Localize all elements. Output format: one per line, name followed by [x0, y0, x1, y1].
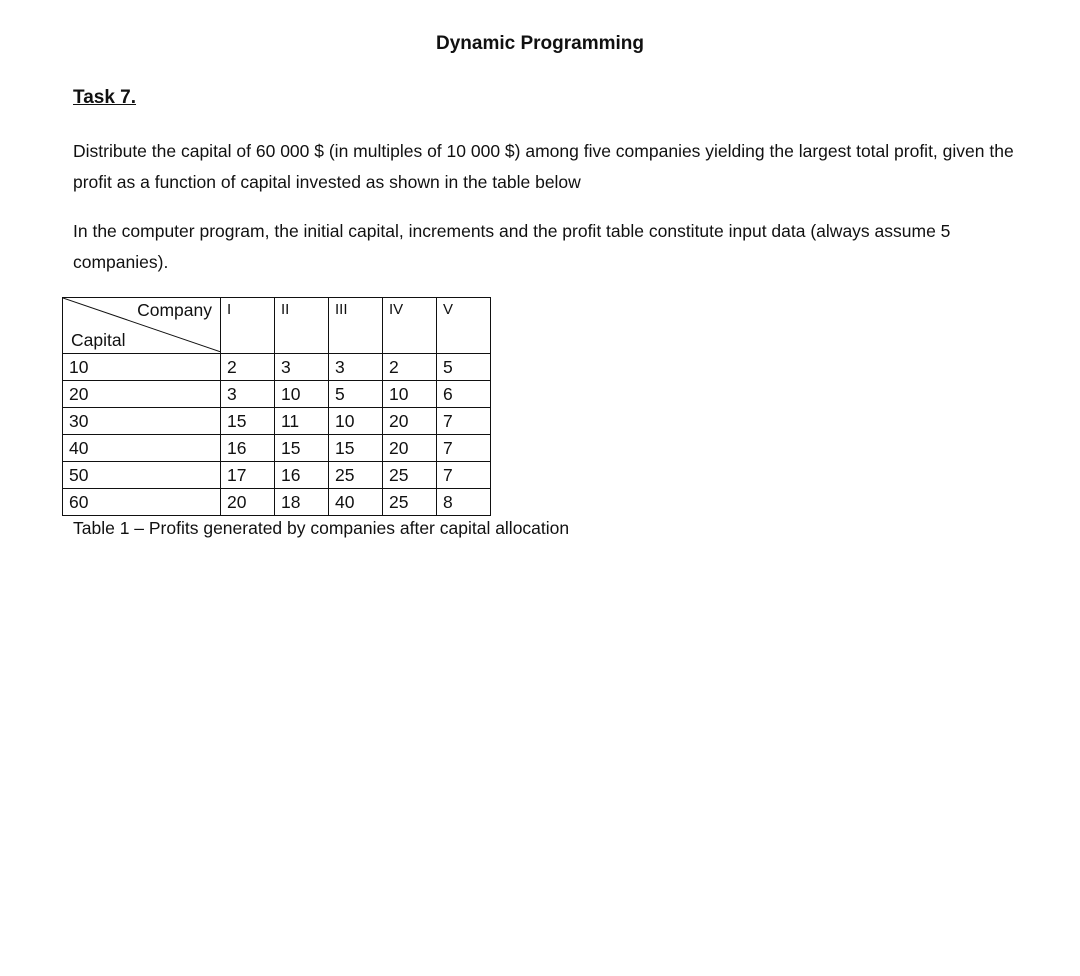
- profit-cell: 15: [329, 435, 383, 462]
- capital-cell: 40: [63, 435, 221, 462]
- profit-cell: 25: [329, 462, 383, 489]
- page-title: Dynamic Programming: [436, 33, 644, 54]
- table-caption: Table 1 – Profits generated by companies after capital allocation: [73, 518, 570, 538]
- capital-cell: 20: [63, 381, 221, 408]
- profit-cell: 8: [437, 489, 491, 516]
- column-header: II: [275, 298, 329, 354]
- profit-cell: 3: [275, 354, 329, 381]
- table-row: [63, 462, 491, 489]
- profit-cell: 7: [437, 408, 491, 435]
- table-row: [63, 408, 491, 435]
- table-row: [63, 489, 491, 516]
- column-header: V: [437, 298, 491, 354]
- table-row: [63, 354, 491, 381]
- profit-cell: 15: [221, 408, 275, 435]
- corner-label-company: Company: [137, 300, 212, 320]
- profit-cell: 11: [275, 408, 329, 435]
- column-header: IV: [383, 298, 437, 354]
- profit-cell: 5: [329, 381, 383, 408]
- profit-cell: 25: [383, 489, 437, 516]
- profit-cell: 20: [383, 408, 437, 435]
- profit-cell: 7: [437, 462, 491, 489]
- profit-cell: 10: [275, 381, 329, 408]
- profit-cell: 17: [221, 462, 275, 489]
- column-header: III: [329, 298, 383, 354]
- profit-cell: 10: [329, 408, 383, 435]
- corner-label-capital: Capital: [71, 330, 126, 350]
- profit-cell: 18: [275, 489, 329, 516]
- table-row: [63, 435, 491, 462]
- column-header: I: [221, 298, 275, 354]
- profit-cell: 6: [437, 381, 491, 408]
- profit-cell: 40: [329, 489, 383, 516]
- corner-cell: [63, 298, 221, 354]
- program-note: In the computer program, the initial capital, increments and the profit table constitute input data (always assume 5 companies).: [73, 221, 951, 272]
- problem-statement: Distribute the capital of 60 000 $ (in multiples of 10 000 $) among five companies yielding the largest total profit, given the profit as a function of capital invested as shown in the table below: [73, 141, 1014, 192]
- profit-cell: 10: [383, 381, 437, 408]
- profit-cell: 15: [275, 435, 329, 462]
- profit-cell: 25: [383, 462, 437, 489]
- profit-cell: 2: [221, 354, 275, 381]
- profit-cell: 3: [221, 381, 275, 408]
- profit-cell: 20: [383, 435, 437, 462]
- capital-cell: 60: [63, 489, 221, 516]
- profit-cell: 16: [275, 462, 329, 489]
- profit-table: [62, 297, 491, 516]
- table-header-row: [63, 298, 491, 354]
- profit-cell: 5: [437, 354, 491, 381]
- profit-cell: 7: [437, 435, 491, 462]
- capital-cell: 30: [63, 408, 221, 435]
- task-heading: Task 7.: [73, 87, 137, 108]
- profit-cell: 3: [329, 354, 383, 381]
- table-row: [63, 381, 491, 408]
- capital-cell: 50: [63, 462, 221, 489]
- profit-cell: 2: [383, 354, 437, 381]
- profit-cell: 16: [221, 435, 275, 462]
- profit-cell: 20: [221, 489, 275, 516]
- capital-cell: 10: [63, 354, 221, 381]
